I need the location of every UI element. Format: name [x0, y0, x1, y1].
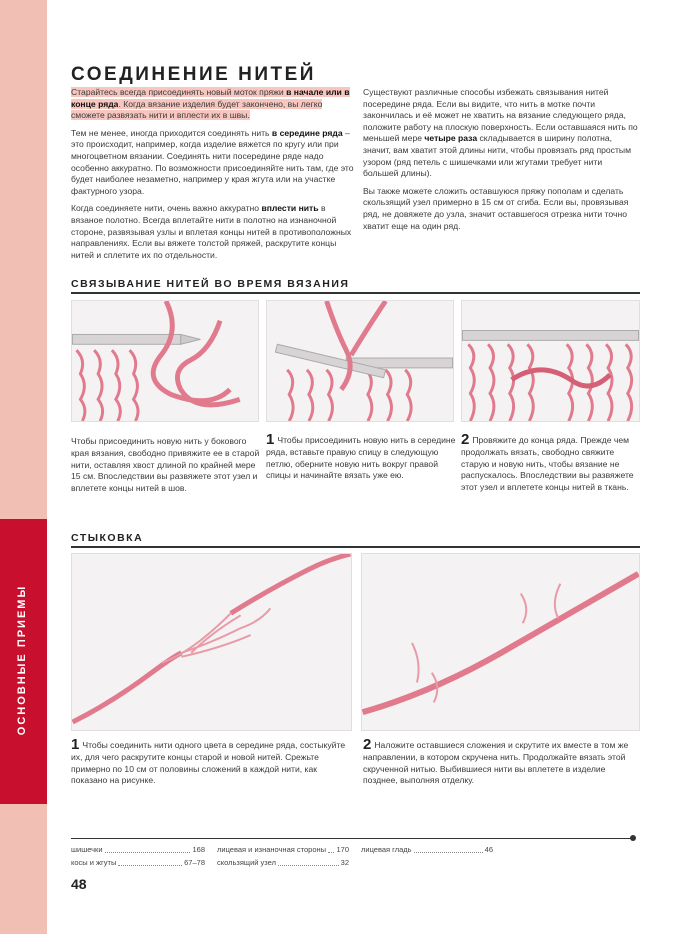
index-entry[interactable]: лицевая гладь 46 — [361, 845, 493, 854]
page-title: СОЕДИНЕНИЕ НИТЕЙ — [71, 64, 316, 85]
index-entry[interactable]: лицевая и изнаночная стороны 170 — [217, 845, 349, 854]
section-title-joining: СВЯЗЫВАНИЕ НИТЕЙ ВО ВРЕМЯ ВЯЗАНИЯ — [71, 278, 350, 290]
section-divider — [71, 292, 640, 294]
left-paragraph-1: Старайтесь всегда присоединять новый моток пряжи в начале или в конце ряда. Когда вязание изделия будет закончено, вы легко сможете развязать нити и вплести их в швы. — [71, 87, 350, 121]
left-paragraph-2: Тем не менее, иногда приходится соединять нить в середине ряда – это происходит, например, когда изделие вяжется по кругу или при многоцветном вязании. Соединять нити посередине ряде надо особенно аккуратно. По возможности присоединяйте нить там, где это будет наиболее незаметно, например у края жгута или на участке фактурного узора. — [71, 127, 354, 196]
caption-splice-step-1: 1 Чтобы соединить нити одного цвета в середине ряда, состыкуйте их, для чего раскрутите концы старой и новой нитей. Срежьте примерно по 10 см от половины сложений в каждой нити, как показано на рисунке. — [71, 736, 346, 786]
footer-rule-dot — [630, 835, 636, 841]
right-paragraph-1: Существуют различные способы избежать связывания нитей посередине ряда. Если вы видите, что нить в мотке почти закончилась и её может не хватить на вязание следующего ряда, положите работу на плоскую поверхность. Если оставшаяся нить по меньшей мере четыре раза складывается в ширину полотна, значит, вам хватит этой длины нити, чтобы провязать ряд простым узором (ряд петель с шишечками или жгутами требует нити большей длины). — [363, 87, 638, 179]
page-number: 48 — [71, 876, 87, 892]
right-text-column — [363, 87, 639, 238]
caption-edge-join: Чтобы присоединить новую нить у бокового края вязания, свободно привяжите ее в старой нити, оставляя хвост длиной по крайней мере 15 см. Впоследствии вы развяжете этот узел и вплетете концы нитей в шов. — [71, 436, 260, 494]
illustration-splice-untwist — [71, 553, 352, 731]
illustration-tie-yarns — [461, 300, 640, 422]
yarn-drawing — [72, 301, 258, 421]
caption-step-1: 1 Чтобы присоединить новую нить в середине ряда, вставьте правую спицу в следующую петлю, оберните новую нить вокруг правой спицы и начинайте вязать уже ею. — [266, 431, 456, 481]
footer-rule — [71, 838, 633, 839]
left-paragraph-3: Когда соединяете нити, очень важно аккуратно вплести нить в вязаное полотно. Всегда вплетайте нити в полотно на изнаночной стороне, развязывая узлы и вплетая концы нитей в противоположных направлениях. Если вы вяжете толстой пряжей, раскрутите концы нитей и сплетите их по отдельности. — [71, 203, 352, 260]
section-divider — [71, 546, 640, 548]
index-column-2 — [217, 843, 349, 869]
yarn-drawing — [72, 554, 351, 730]
yarn-drawing — [267, 301, 453, 421]
index-entry[interactable]: скользящий узел 32 — [217, 858, 349, 867]
index-entry[interactable]: косы и жгуты 67–78 — [71, 858, 205, 867]
section-title-splice: СТЫКОВКА — [71, 532, 144, 544]
caption-splice-step-2: 2 Наложите оставшиеся сложения и скрутите их вместе в том же направлении, в котором скручена нить. Продолжайте вязать этой скрученной нитью. Выбившиеся нити вы вплетете в изделие позднее, выполняя отделку. — [363, 736, 629, 786]
index-column-1 — [71, 843, 205, 869]
right-paragraph-2: Вы также можете сложить оставшуюся пряжу пополам и сделать скользящий узел примерно в 15 см от сгиба. Если вы, провязывая ряд, не довяжете до узла, значит оставшегося отрезка нити точно хватит еще на один ряд. — [363, 185, 629, 231]
section-tab-label: ОСНОВНЫЕ ПРИЕМЫ — [16, 584, 28, 736]
left-text-column — [71, 87, 355, 267]
illustration-edge-join — [71, 300, 259, 422]
caption-step-2: 2 Провяжите до конца ряда. Прежде чем продолжать вязать, свободно свяжите старую и новую нить, чтобы вязание не распускалось. Впоследствии вы развяжете этот узел и вплетете концы нитей в ткань. — [461, 431, 634, 493]
illustration-splice-twist — [361, 553, 640, 731]
illustration-mid-row-join — [266, 300, 454, 422]
index-entry[interactable]: шишечки 168 — [71, 845, 205, 854]
index-column-3 — [361, 843, 493, 856]
yarn-drawing — [362, 554, 639, 730]
yarn-drawing — [462, 301, 639, 421]
